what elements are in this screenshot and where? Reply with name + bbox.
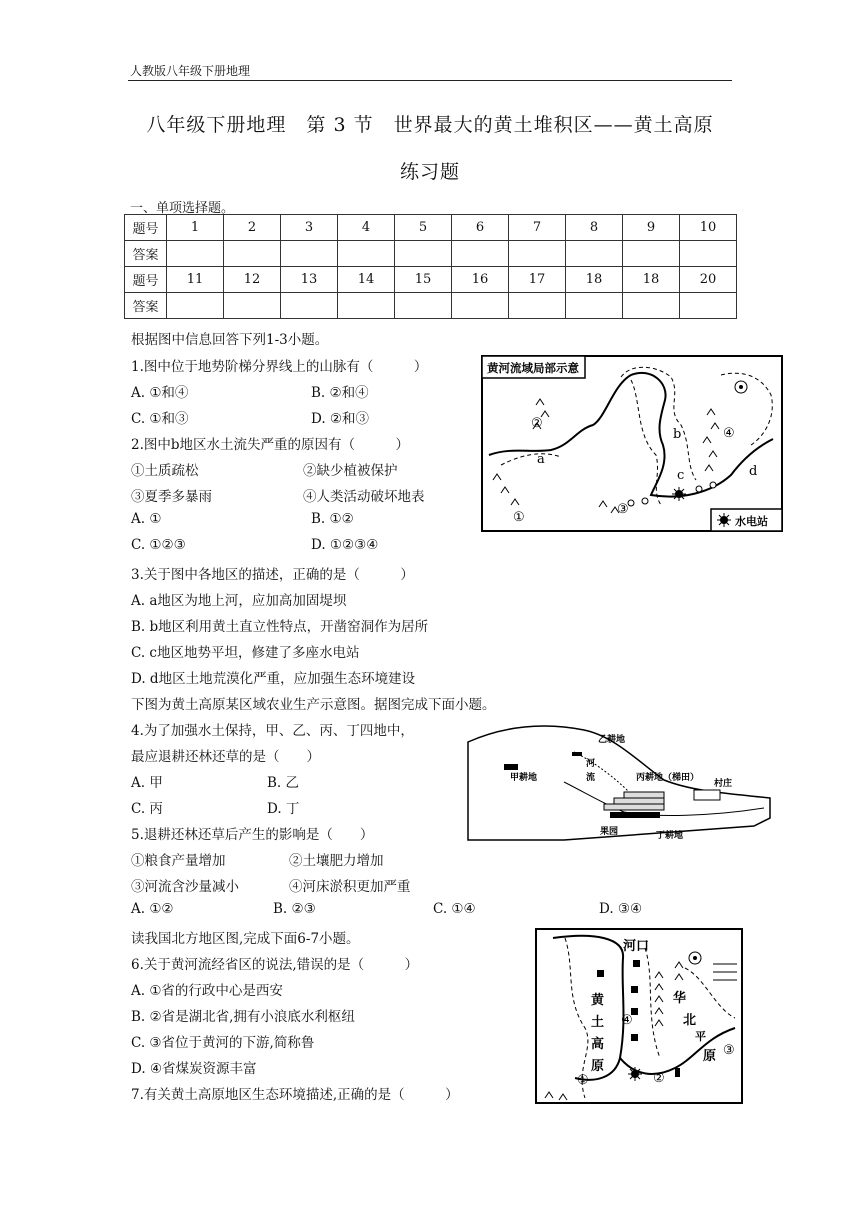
table-cell: 16 <box>452 267 509 293</box>
answer-cell[interactable] <box>395 293 452 319</box>
answer-cell[interactable] <box>566 293 623 319</box>
answer-cell[interactable] <box>224 293 281 319</box>
answer-cell[interactable] <box>680 293 737 319</box>
label-gao: 高 <box>591 1037 605 1052</box>
reason-4: ④人类活动破坏地表 <box>303 489 425 505</box>
option-d: D. ①②③④ <box>311 537 379 553</box>
answer-cell[interactable] <box>281 293 338 319</box>
answer-cell[interactable] <box>623 293 680 319</box>
table-cell: 14 <box>338 267 395 293</box>
table-cell: 1 <box>167 215 224 241</box>
option-a: A. ①省的行政中心是西安 <box>131 983 283 999</box>
reason-1: ①土质疏松 <box>131 463 199 479</box>
table-cell: 2 <box>224 215 281 241</box>
label-ding: 丁耕地 <box>656 831 684 841</box>
answer-cell[interactable] <box>566 241 623 267</box>
option-b: B. 乙 <box>267 775 300 791</box>
label-d: d <box>749 464 758 479</box>
label-c: c <box>677 468 685 483</box>
question-stem: 4.为了加强水土保持，甲、乙、丙、丁四地中， <box>131 723 414 739</box>
label-3: ③ <box>617 502 629 517</box>
option-c: C. c地区地势平坦，修建了多座水电站 <box>131 645 360 661</box>
option-b: B. ①② <box>311 511 354 527</box>
question-stem: 6.关于黄河流经省区的说法,错误的是（ ） <box>131 957 419 973</box>
answer-cell[interactable] <box>395 241 452 267</box>
table-cell: 15 <box>395 267 452 293</box>
answer-cell[interactable] <box>509 241 566 267</box>
yellow-river-basin-map <box>481 355 783 532</box>
table-cell: 题号 <box>125 215 167 241</box>
agriculture-diagram <box>464 722 774 850</box>
table-cell: 18 <box>566 267 623 293</box>
effect-2: ②土壤肥力增加 <box>289 853 384 869</box>
option-a: A. ①② <box>131 901 174 917</box>
option-d: D. ③④ <box>599 901 643 917</box>
option-d: D. ④省煤炭资源丰富 <box>131 1061 257 1077</box>
table-row <box>125 267 737 293</box>
answer-cell[interactable] <box>338 293 395 319</box>
answer-cell[interactable] <box>452 241 509 267</box>
page-title: 八年级下册地理 第 3 节 世界最大的黄土堆积区——黄土高原 <box>146 114 714 136</box>
table-cell: 8 <box>566 215 623 241</box>
label-yuan: 原 <box>591 1059 605 1074</box>
table-cell: 7 <box>509 215 566 241</box>
north-china-map <box>535 928 743 1104</box>
table-cell: 17 <box>509 267 566 293</box>
map-title: 黄河流域局部示意 <box>487 361 579 375</box>
label-huang: 黄 <box>591 993 605 1008</box>
option-a: A. 甲 <box>131 775 163 791</box>
header-rule <box>128 80 732 81</box>
label-2: ② <box>653 1071 665 1086</box>
label-yuan2: 原 <box>703 1049 717 1064</box>
label-3: ③ <box>723 1043 735 1058</box>
option-d: D. 丁 <box>267 801 300 817</box>
label-4: ④ <box>723 426 735 441</box>
label-hua: 华 <box>673 991 687 1006</box>
answer-cell[interactable] <box>623 241 680 267</box>
label-he: 河 <box>586 759 596 769</box>
table-cell: 9 <box>623 215 680 241</box>
table-cell: 20 <box>680 267 737 293</box>
label-2: ② <box>531 416 543 431</box>
reason-2: ②缺少植被保护 <box>303 463 398 479</box>
option-a: A. ① <box>131 511 162 527</box>
option-b: B. ②③ <box>273 901 316 917</box>
label-b: b <box>673 427 682 442</box>
table-cell: 13 <box>281 267 338 293</box>
page-subtitle: 练习题 <box>399 161 460 183</box>
option-b: B. ②省是湖北省,拥有小浪底水利枢纽 <box>131 1009 355 1025</box>
table-cell: 12 <box>224 267 281 293</box>
label-bei: 北 <box>683 1013 697 1028</box>
option-b: B. ②和④ <box>311 385 369 401</box>
table-cell: 题号 <box>125 267 167 293</box>
table-cell: 答案 <box>125 241 167 267</box>
option-a: A. ①和④ <box>131 385 189 401</box>
table-cell: 答案 <box>125 293 167 319</box>
option-c: C. 丙 <box>131 801 163 817</box>
running-header: 人教版八年级下册地理 <box>130 64 251 78</box>
table-row <box>125 241 737 267</box>
table-cell: 11 <box>167 267 224 293</box>
option-d: D. ②和③ <box>311 411 370 427</box>
option-a: A. a地区为地上河，应加高加固堤坝 <box>131 593 347 609</box>
answer-cell[interactable] <box>509 293 566 319</box>
table-cell: 10 <box>680 215 737 241</box>
label-hekou: 河口 <box>623 939 650 954</box>
question-stem: 1.图中位于地势阶梯分界线上的山脉有（ ） <box>131 359 428 375</box>
label-4: ④ <box>621 1013 633 1028</box>
intro-text: 读我国北方地区图,完成下面6-7小题。 <box>131 931 360 947</box>
label-ping: 平 <box>695 1030 706 1043</box>
section-heading: 一、单项选择题。 <box>130 201 235 216</box>
question-stem: 3.关于图中各地区的描述，正确的是（ ） <box>131 567 414 583</box>
question-stem: 5.退耕还林还草后产生的影响是（ ） <box>131 827 374 843</box>
label-yi: 乙耕地 <box>598 735 626 745</box>
effect-4: ④河床淤积更加严重 <box>289 879 411 895</box>
table-cell: 18 <box>623 267 680 293</box>
legend-label: 水电站 <box>735 515 768 528</box>
option-b: B. b地区利用黄土直立性特点，开凿窑洞作为居所 <box>131 619 429 635</box>
table-cell: 4 <box>338 215 395 241</box>
answer-cell[interactable] <box>167 293 224 319</box>
table-row <box>125 215 737 241</box>
option-c: C. ①④ <box>433 901 476 917</box>
option-d: D. d地区土地荒漠化严重，应加强生态环境建设 <box>131 671 416 687</box>
label-bing: 丙耕地（梯田） <box>636 773 700 783</box>
answer-cell[interactable] <box>680 241 737 267</box>
question-stem: 7.有关黄土高原地区生态环境描述,正确的是（ ） <box>131 1087 459 1103</box>
reason-3: ③夏季多暴雨 <box>131 489 212 505</box>
answer-cell[interactable] <box>281 241 338 267</box>
intro-text: 下图为黄土高原某区域农业生产示意图。据图完成下面小题。 <box>131 697 496 713</box>
table-cell: 3 <box>281 215 338 241</box>
question-stem: 2.图中b地区水土流失严重的原因有（ ） <box>131 437 410 453</box>
effect-3: ③河流含沙量减小 <box>131 879 239 895</box>
table-cell: 6 <box>452 215 509 241</box>
answer-cell[interactable] <box>224 241 281 267</box>
label-1: ① <box>513 510 525 525</box>
label-guoyuan: 果园 <box>600 827 619 837</box>
hydropower-icon <box>672 487 686 501</box>
answer-cell[interactable] <box>338 241 395 267</box>
label-a: a <box>537 452 545 467</box>
option-c: C. ①和③ <box>131 411 189 427</box>
label-jia: 甲耕地 <box>510 773 538 783</box>
table-row <box>125 293 737 319</box>
answer-cell[interactable] <box>167 241 224 267</box>
label-1: ① <box>577 1073 589 1088</box>
answer-cell[interactable] <box>452 293 509 319</box>
effect-1: ①粮食产量增加 <box>131 853 226 869</box>
option-c: C. ③省位于黄河的下游,简称鲁 <box>131 1035 315 1051</box>
intro-text: 根据图中信息回答下列1-3小题。 <box>131 332 329 348</box>
label-cunzhuang: 村庄 <box>714 779 733 789</box>
option-c: C. ①②③ <box>131 537 186 553</box>
question-stem-cont: 最应退耕还林还草的是（ ） <box>131 749 320 765</box>
answer-table <box>124 214 737 319</box>
label-tu: 土 <box>591 1015 605 1030</box>
table-cell: 5 <box>395 215 452 241</box>
label-liu: 流 <box>586 773 596 783</box>
